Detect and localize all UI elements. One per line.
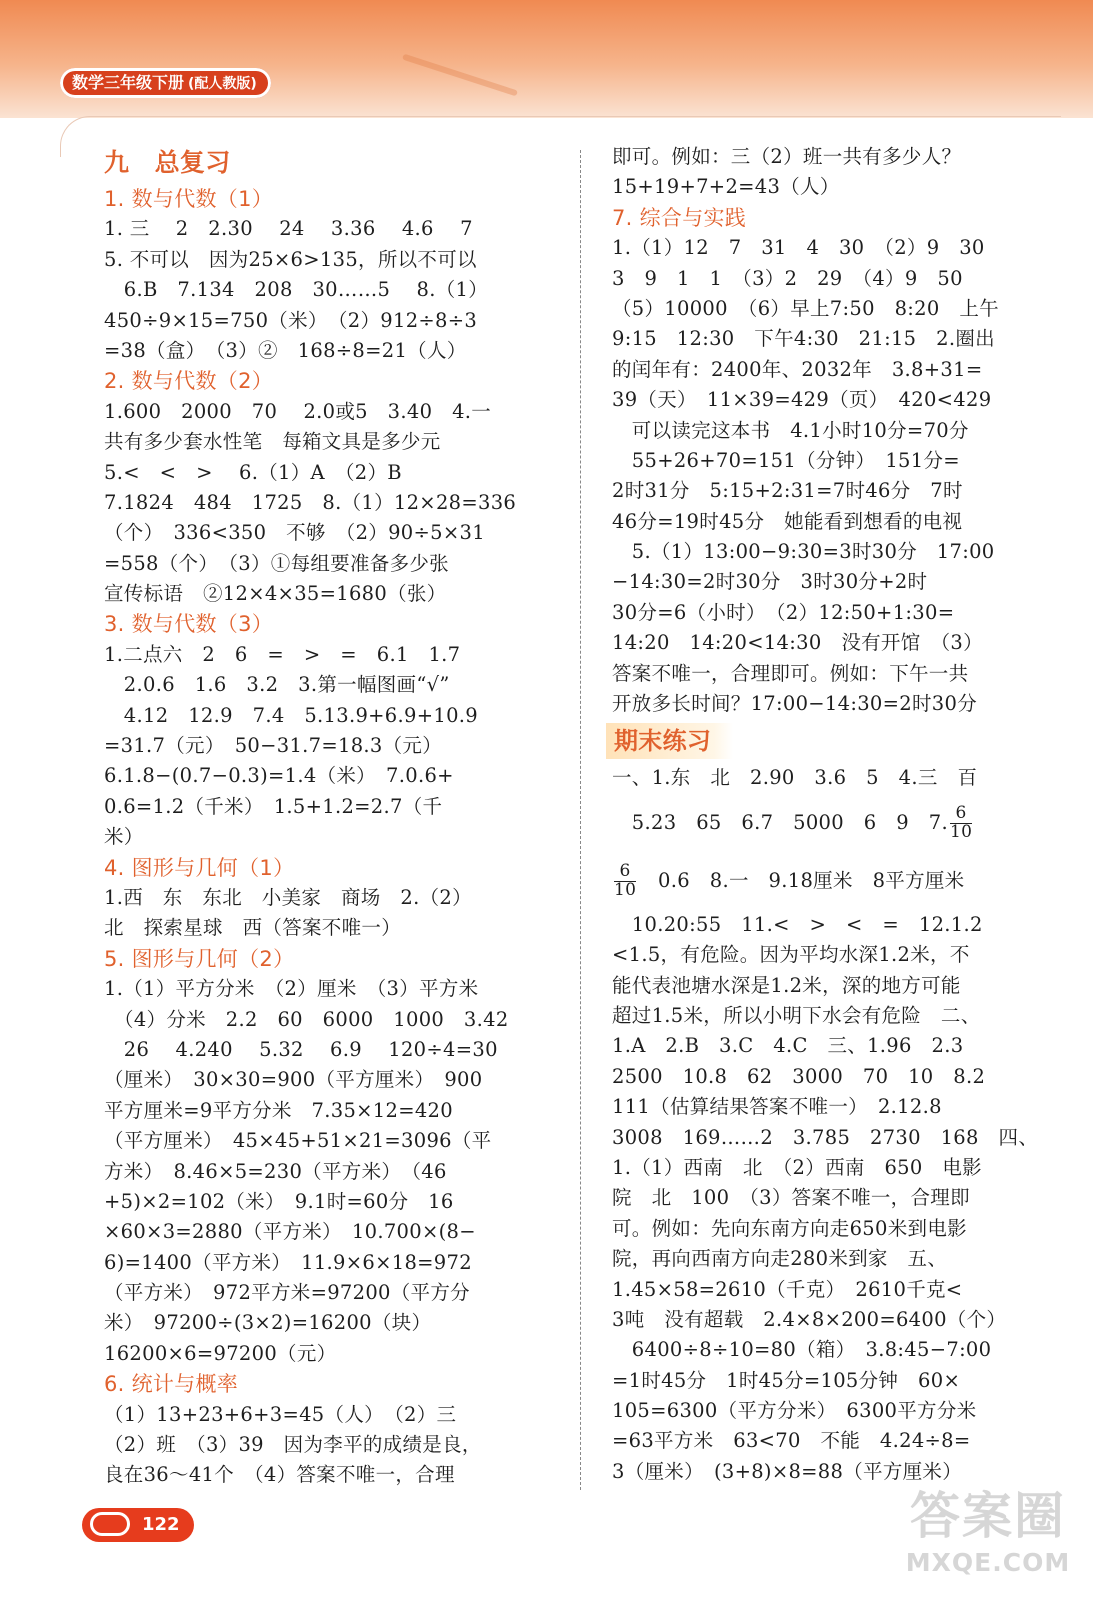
answer-line: 1.（1）平方分米 （2）厘米 （3）平方米 <box>104 977 479 1001</box>
page-number: 122 <box>142 1514 180 1535</box>
subsection-heading: 6. 统计与概率 <box>104 1372 239 1397</box>
answer-line: 答案不唯一，合理即可。例如：下午一共 <box>612 661 969 685</box>
answer-line: 111（估算结果答案不唯一） 2.12.8 <box>612 1095 942 1119</box>
answer-line: =38（盒） （3）② 168÷8=21（人） <box>104 338 467 362</box>
page-number-badge <box>82 1508 194 1542</box>
answer-line: 105=6300（平方分米） 6300平方分米 <box>612 1399 977 1423</box>
answer-line: （厘米） 30×30=900（平方厘米） 900 <box>104 1068 483 1092</box>
answer-line: =63平方米 63<70 不能 4.24÷8= <box>612 1429 971 1453</box>
answer-line: =558（个） （3）①每组要准备多少张 <box>104 551 449 575</box>
answer-line: 1.600 2000 70 2.0或5 3.40 4.一 <box>104 399 492 423</box>
answer-line: 北 探索星球 西（答案不唯一） <box>104 916 402 940</box>
answer-line: 1.A 2.B 3.C 4.C 三、1.96 2.3 <box>612 1034 964 1058</box>
answer-line: <1.5，有危险。因为平均水深1.2米，不 <box>612 943 970 967</box>
answer-line: 1. 三 2 2.30 24 3.36 4.6 7 <box>104 217 473 241</box>
answer-line: 宣传标语 ②12×4×35=1680（张） <box>104 582 447 606</box>
answer-line: 30分=6（小时） （2）12:50+1:30= <box>612 600 955 624</box>
answer-line: 的闰年有：2400年、2032年 3.8+31= <box>612 357 983 381</box>
fraction-numerator: 6 <box>614 863 636 882</box>
subsection-heading: 2. 数与代数（2） <box>104 369 274 394</box>
answer-line: 共有多少套水性笔 每箱文具是多少元 <box>104 430 441 454</box>
answer-line: 15+19+7+2=43（人） <box>612 175 840 199</box>
answer-line: 26 4.240 5.32 6.9 120÷4=30 <box>104 1037 498 1061</box>
subsection-heading: 5. 图形与几何（2） <box>104 946 295 971</box>
left-answer-lines <box>104 184 544 1491</box>
answer-line: 450÷9×15=750（米） （2）912÷8÷3 <box>104 308 478 332</box>
right-answer-lines-bottom <box>612 910 1052 1487</box>
book-title-badge <box>60 68 271 98</box>
section-title: 九 总复习 <box>104 148 231 177</box>
answer-line: （5）10000 （6）早上7:50 8:20 上午 <box>612 296 999 320</box>
answer-line: 1.45×58=2610（千克） 2610千克< <box>612 1277 963 1301</box>
answer-line: （2）班 （3）39 因为李平的成绩是良， <box>104 1433 482 1457</box>
answer-line: 55+26+70=151（分钟） 151分= <box>612 448 960 472</box>
answer-line-text: 5.23 65 6.7 5000 6 9 7. <box>612 810 948 834</box>
answer-line: 4.12 12.9 7.4 5.13.9+6.9+10.9 <box>104 703 478 727</box>
answer-line: 7.1824 484 1725 8.（1）12×28=336 <box>104 490 517 514</box>
fraction-denominator: 10 <box>950 821 973 842</box>
answer-line: =31.7（元） 50−31.7=18.3（元） <box>104 734 443 758</box>
answer-line: 能代表池塘水深是1.2米，深的地方可能 <box>612 973 961 997</box>
answer-line: 39（天） 11×39=429（页） 420<429 <box>612 388 992 412</box>
answer-line: 2.0.6 1.6 3.2 3.第一幅图画“√” <box>104 673 450 697</box>
answer-line: 2500 10.8 62 3000 70 10 8.2 <box>612 1064 986 1088</box>
answer-line: 5.（1）13:00−9:30=3时30分 17:00 <box>612 540 995 564</box>
answer-line: 平方厘米=9平方分米 7.35×12=420 <box>104 1098 453 1122</box>
answer-line: 院 北 100 （3）答案不唯一，合理即 <box>612 1186 970 1210</box>
answer-line: 院，再向西南方向走280米到家 五、 <box>612 1247 948 1271</box>
answer-line: +5)×2=102（米） 9.1时=60分 16 <box>104 1189 454 1213</box>
answer-line: 3（厘米） (3+8)×8=88（平方厘米） <box>612 1459 963 1483</box>
fraction-denominator: 10 <box>614 879 637 900</box>
answer-line-with-fraction <box>612 794 1052 852</box>
answer-line: −14:30=2时30分 3时30分+2时 <box>612 570 928 594</box>
answer-line: （平方米） 972平方米=97200（平方分 <box>104 1281 470 1305</box>
answer-line: 6400÷8÷10=80（箱） 3.8:45−7:00 <box>612 1338 992 1362</box>
answer-line: 1.（1）西南 北 （2）西南 650 电影 <box>612 1155 982 1179</box>
answer-line: 2时31分 5:15+2:31=7时46分 7时 <box>612 479 963 503</box>
answer-line: 14:20 14:20<14:30 没有开馆 （3） <box>612 631 983 655</box>
answer-line: 开放多长时间？17:00−14:30=2时30分 <box>612 692 977 716</box>
answer-line: 米） 97200÷(3×2)=16200（块） <box>104 1311 432 1335</box>
answer-line: 1.二点六 2 6 = > = 6.1 1.7 <box>104 642 461 666</box>
header-banner <box>0 0 1093 118</box>
left-column <box>104 142 544 1491</box>
answer-line: 3吨 没有超载 2.4×8×200=6400（个） <box>612 1307 1007 1331</box>
answer-line: （1）13+23+6+3=45（人） （2）三 <box>104 1402 457 1426</box>
subsection-heading: 4. 图形与几何（1） <box>104 855 295 880</box>
answer-line: 可以读完这本书 4.1小时10分=70分 <box>612 418 969 442</box>
decorative-pencil-stroke <box>402 54 518 97</box>
answer-line: ×60×3=2880（平方米） 10.700×(8− <box>104 1220 476 1244</box>
answer-line: 9:15 12:30 下午4:30 21:15 2.圈出 <box>612 327 995 351</box>
answer-line: 方米） 8.46×5=230（平方米） （46 <box>104 1159 447 1183</box>
answer-line: 可。例如：先向东南方向走650米到电影 <box>612 1216 967 1240</box>
answer-line: 良在36～41个 （4）答案不唯一，合理 <box>104 1463 455 1487</box>
right-column <box>612 142 1052 1487</box>
fraction-numerator: 6 <box>950 805 972 824</box>
ring-icon <box>90 1512 130 1536</box>
subsection-heading: 7. 综合与实践 <box>612 205 747 230</box>
subsection-heading: 1. 数与代数（1） <box>104 187 274 211</box>
right-answer-lines-top <box>612 142 1052 719</box>
answer-line: 6.1.8−(0.7−0.3)=1.4（米） 7.0.6+ <box>104 764 454 788</box>
answer-line: 超过1.5米，所以小明下水会有危险 二、 <box>612 1003 981 1027</box>
watermark <box>896 1484 1080 1584</box>
answer-line-with-fraction <box>612 852 1052 910</box>
answer-line: （平方厘米） 45×45+51×21=3096（平 <box>104 1129 492 1153</box>
answer-line: 3 9 1 1 （3）2 29 （4）9 50 <box>612 266 963 290</box>
answer-line: 1.（1）12 7 31 4 30 （2）9 30 <box>612 236 985 260</box>
answer-line: 5. 不可以 因为25×6>135，所以不可以 <box>104 247 477 271</box>
answer-line: =1时45分 1时45分=105分钟 60× <box>612 1368 961 1392</box>
answer-line: 3008 169……2 3.785 2730 168 四、 <box>612 1125 1039 1149</box>
subsection-heading: 3. 数与代数（3） <box>104 612 274 637</box>
fraction <box>614 860 637 900</box>
answer-line: （4）分米 2.2 60 6000 1000 3.42 <box>104 1007 509 1031</box>
answer-line: 一、1.东 北 2.90 3.6 5 4.三 百 <box>612 766 978 790</box>
watermark-url: MXQE.COM <box>905 1548 1071 1577</box>
fraction <box>950 802 973 842</box>
answer-line: 16200×6=97200（元） <box>104 1341 337 1365</box>
answer-line: 米） <box>104 825 144 849</box>
answer-line: 46分=19时45分 她能看到想看的电视 <box>612 509 963 533</box>
answer-line: 6.B 7.134 208 30……5 8.（1） <box>104 278 489 302</box>
answer-line: 5.< < > 6.（1）A （2）B <box>104 460 402 484</box>
answer-line: 6)=1400（平方米） 11.9×6×18=972 <box>104 1250 472 1274</box>
answer-line: 即可。例如：三（2）班一共有多少人？ <box>612 145 962 168</box>
answer-line: 1.西 东 东北 小美家 商场 2.（2） <box>104 885 472 909</box>
answer-line: 0.6=1.2（千米） 1.5+1.2=2.7（千 <box>104 794 443 818</box>
answer-line: 10.20:55 11.< > < = 12.1.2 <box>612 912 983 936</box>
column-divider <box>580 150 581 1490</box>
book-edition: (配人教版) <box>188 76 257 92</box>
book-title: 数学三年级下册 <box>72 73 185 92</box>
answer-line: （个） 336<350 不够 （2）90÷5×31 <box>104 521 485 545</box>
watermark-logo-text: 答案圈 <box>910 1487 1066 1545</box>
final-practice-title: 期末练习 <box>606 723 733 759</box>
answer-line-text: 0.6 8.一 9.18厘米 8平方厘米 <box>638 868 965 892</box>
